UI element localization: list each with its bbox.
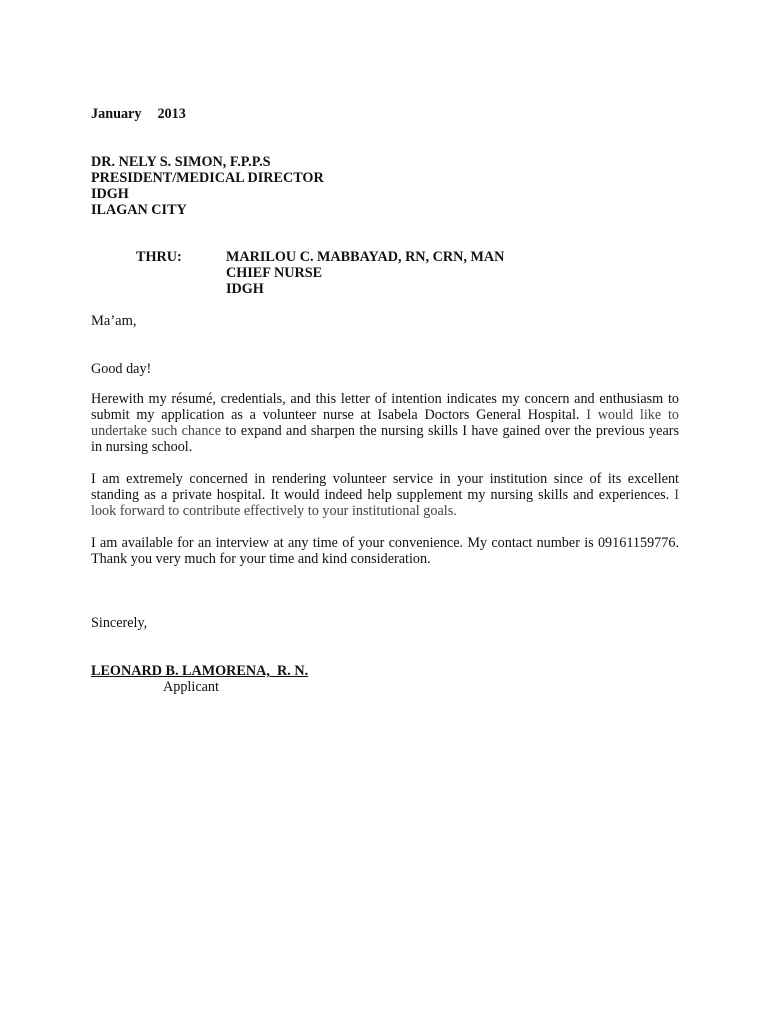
- closing: Sincerely,: [91, 615, 148, 631]
- signatory-title: Applicant: [163, 679, 219, 695]
- greeting: Good day!: [91, 361, 152, 377]
- recipient-city: ILAGAN CITY: [91, 202, 187, 218]
- paragraph-2-soft: I look forward to contribute effectively to your institutional goals.: [91, 487, 679, 519]
- thru-address: [226, 249, 504, 297]
- body-paragraph-2: [91, 471, 679, 519]
- recipient-institution: IDGH: [91, 186, 129, 202]
- recipient-address: [91, 154, 679, 218]
- paragraph-1-soft: I would like to undertake such chance: [91, 407, 679, 439]
- date-month: January: [91, 106, 142, 122]
- signatory-name: LEONARD B. LAMORENA, R. N.: [91, 663, 309, 679]
- paragraph-1-tail: to expand and sharpen the nursing skills I have gained over the previous years in nursing school.: [91, 423, 679, 455]
- salutation: Ma’am,: [91, 313, 137, 329]
- paragraph-2-main: I am extremely concerned in rendering volunteer service in your institution since of its excellent standing as a private hospital. It would indeed help supplement my nursing skills and experiences.: [91, 471, 679, 503]
- signature-block: [91, 663, 679, 695]
- thru-institution: IDGH: [226, 281, 264, 297]
- recipient-name: DR. NELY S. SIMON, F.P.P.S: [91, 154, 271, 170]
- thru-name: MARILOU C. MABBAYAD, RN, CRN, MAN: [226, 249, 505, 265]
- letter-date: [91, 106, 679, 122]
- recipient-position: PRESIDENT/MEDICAL DIRECTOR: [91, 170, 324, 186]
- thru-position: CHIEF NURSE: [226, 265, 323, 281]
- body-paragraph-3: I am available for an interview at any time of your convenience. My contact number is 09161159776. Thank you very much for your time and kind consideration.: [91, 535, 679, 567]
- thru-label: THRU:: [136, 249, 182, 265]
- paragraph-1-main: Herewith my résumé, credentials, and this letter of intention indicates my concern and enthusiasm to submit my application as a volunteer nurse at Isabela Doctors General Hospital.: [91, 391, 679, 423]
- date-year: 2013: [157, 106, 186, 122]
- body-paragraph-1: [91, 391, 679, 455]
